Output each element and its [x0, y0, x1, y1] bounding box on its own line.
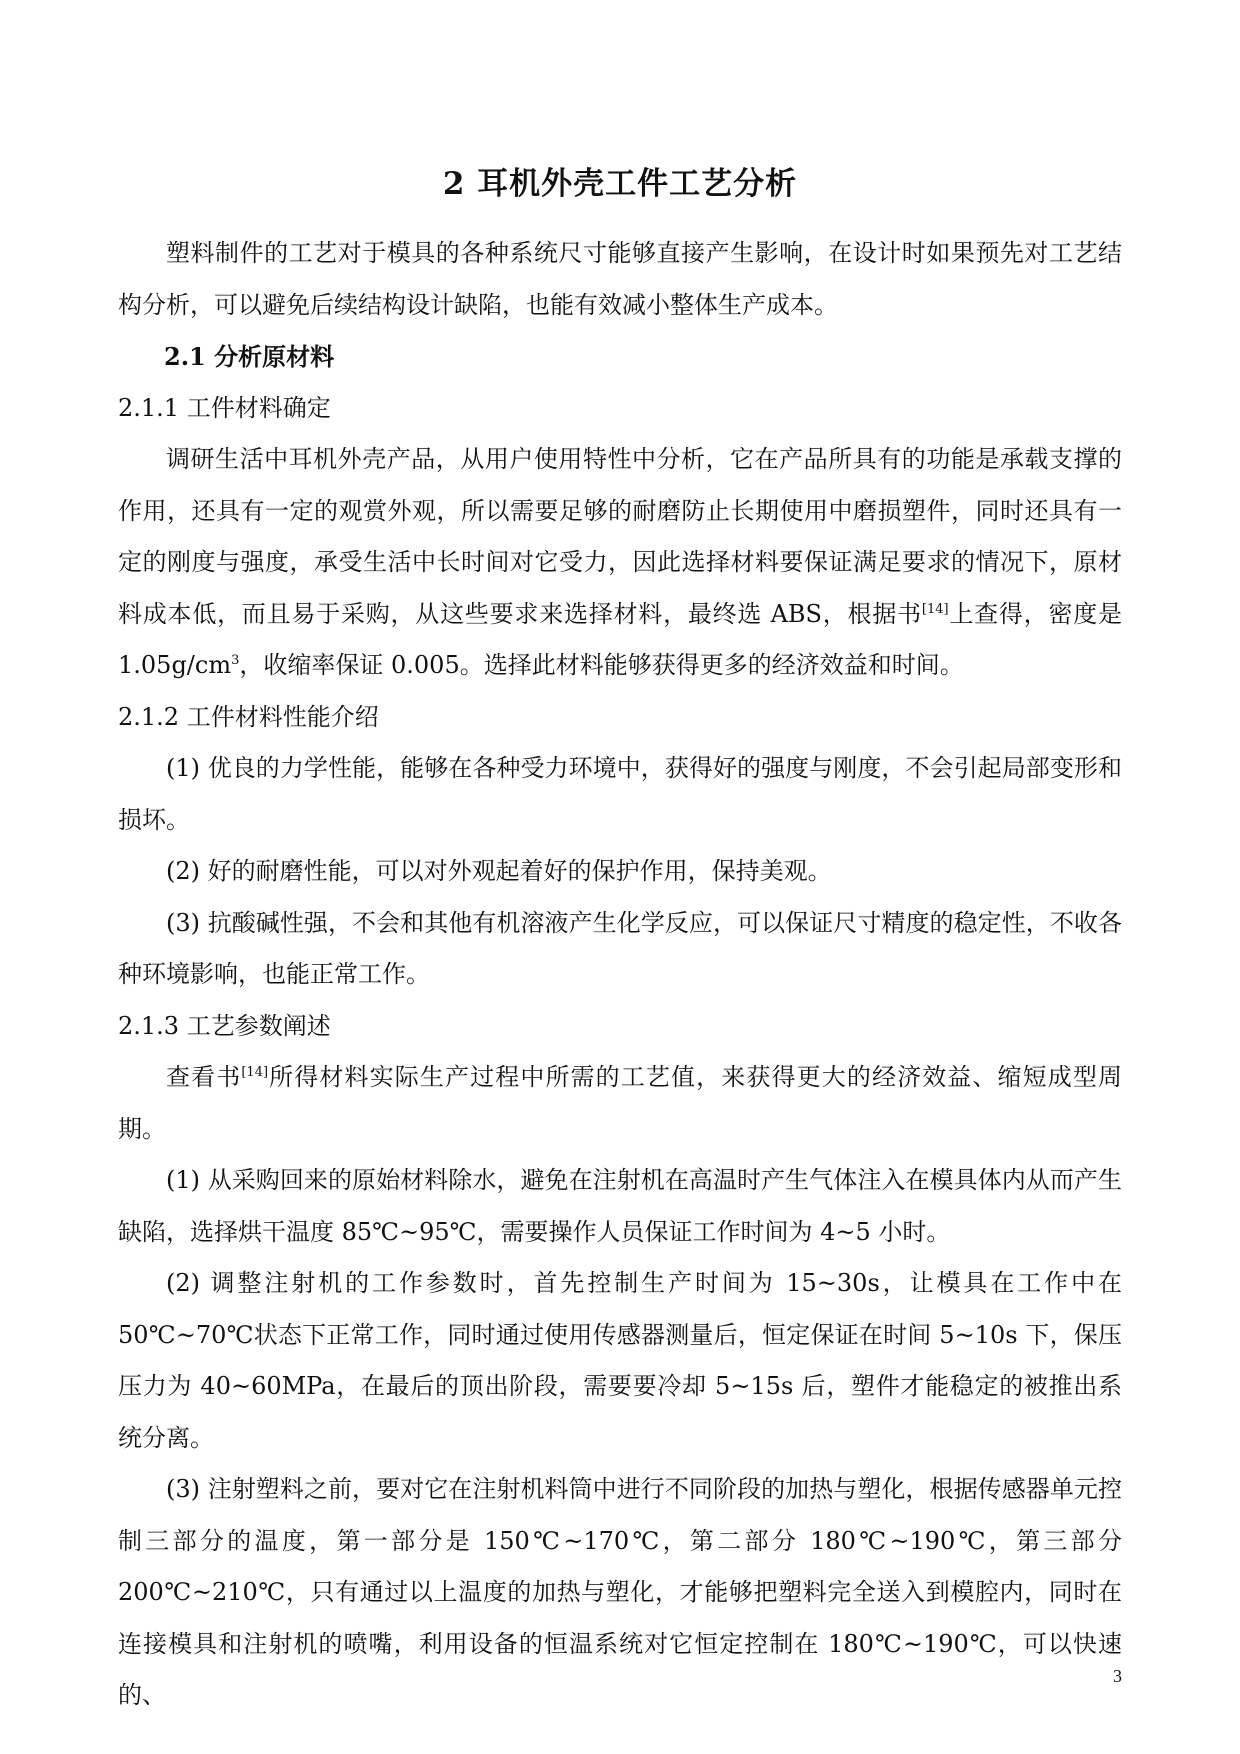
material-text-2: 上查得，密度是 1.05g/cm [118, 599, 1122, 679]
material-text-3: ，收缩率保证 0.005。选择此材料能够获得更多的经济效益和时间。 [239, 651, 964, 679]
material-paragraph [118, 434, 1122, 692]
property-item: (1) 优良的力学性能，能够在各种受力环境中，获得好的强度与刚度，不会引起局部变形和损坏。 [118, 754, 1122, 834]
process-item: (2) 调整注射机的工作参数时，首先控制生产时间为 15~30s，让模具在工作中在 50℃~70℃状态下正常工作，同时通过使用传感器测量后，恒定保证在时间 5~10s 下，保压压力为 40~60MPa，在最后的顶出阶段，需要要冷却 5~15s 后，塑件才能稳定的被推出系统分离。 [118, 1269, 1122, 1452]
process-item: (1) 从采购回来的原始材料除水，避免在注射机在高温时产生气体注入在模具体内从而产生缺陷，选择烘干温度 85℃~95℃，需要操作人员保证工作时间为 4~5 小时。 [118, 1166, 1122, 1246]
chapter-title: 2 耳机外壳工件工艺分析 [442, 166, 798, 202]
process-text-2: 所得材料实际生产过程中所需的工艺值，来获得更大的经济效益、缩短成型周期。 [118, 1063, 1123, 1143]
property-item: (2) 好的耐磨性能，可以对外观起着好的保护作用，保持美观。 [166, 857, 832, 885]
superscript-exponent: 3 [231, 653, 240, 668]
section-heading-2-1-2: 2.1.2 工件材料性能介绍 [118, 702, 379, 731]
section-heading-2-1-1: 2.1.1 工件材料确定 [118, 393, 331, 422]
citation-ref: [14] [921, 601, 949, 617]
property-item: (3) 抗酸碱性强，不会和其他有机溶液产生化学反应，可以保证尺寸精度的稳定性，不收各种环境影响，也能正常工作。 [118, 908, 1122, 988]
process-paragraph [118, 1052, 1122, 1155]
material-text-1: 调研生活中耳机外壳产品，从用户使用特性中分析，它在产品所具有的功能是承载支撑的作用，还具有一定的观赏外观，所以需要足够的耐磨防止长期使用中磨损塑件，同时还具有一定的刚度与强度，承受生活中长时间对它受力，因此选择材料要保证满足要求的情况下，原材料成本低，而且易于采购，从这些要求来选择材料，最终选 ABS，根据书 [118, 445, 1122, 628]
citation-ref: [14] [241, 1065, 269, 1080]
section-heading-2-1-3: 2.1.3 工艺参数阐述 [118, 1011, 331, 1040]
page-number: 3 [1113, 1666, 1122, 1686]
intro-paragraph: 塑料制件的工艺对于模具的各种系统尺寸能够直接产生影响，在设计时如果预先对工艺结构分析，可以避免后续结构设计缺陷，也能有效减小整体生产成本。 [118, 239, 1122, 319]
page-content [118, 160, 1122, 1722]
process-item: (3) 注射塑料之前，要对它在注射机料筒中进行不同阶段的加热与塑化，根据传感器单元控制三部分的温度，第一部分是 150℃~170℃，第二部分 180℃~190℃，第三部分 200℃~210℃，只有通过以上温度的加热与塑化，才能够把塑料完全送入到模腔内，同时在连接模具和注射机的喷嘴，利用设备的恒温系统对它恒定控制在 180℃~190℃，可以快速的、 [118, 1475, 1122, 1709]
process-text-1: 查看书 [166, 1063, 242, 1091]
section-heading-2-1: 2.1 分析原材料 [164, 342, 335, 371]
